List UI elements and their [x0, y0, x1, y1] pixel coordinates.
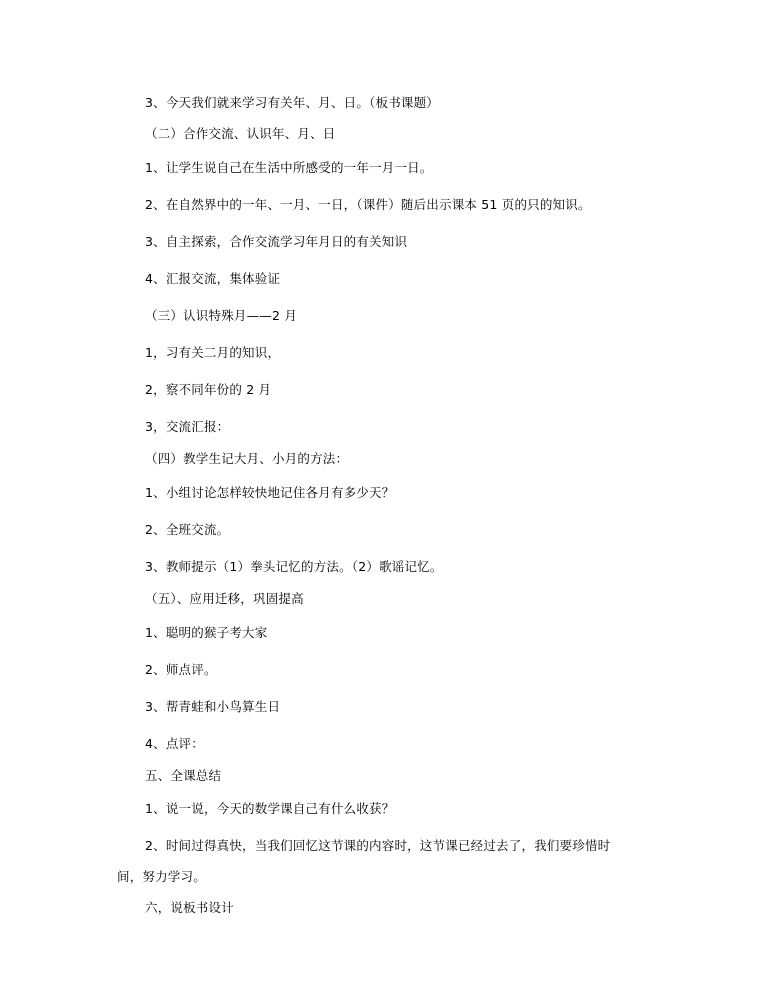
text-line: 1、说一说，今天的数学课自己有什么收获？: [145, 801, 395, 816]
text-line: 2、师点评。: [145, 662, 217, 677]
text-line: 1，习有关二月的知识，: [145, 345, 281, 360]
section-heading: （四）教学生记大月、小月的方法：: [145, 451, 349, 466]
text-line: 4、点评：: [145, 736, 204, 751]
text-line: 3，交流汇报：: [145, 419, 230, 434]
text-line: 2、全班交流。: [145, 522, 230, 537]
section-heading: （二）合作交流、认识年、月、日: [145, 126, 336, 141]
text-line: 1、让学生说自己在生活中所感受的一年一月一日。: [145, 160, 433, 175]
section-heading: （三）认识特殊月——2 月: [145, 308, 298, 323]
text-line: 2、在自然界中的一年、一月、一日，（课件）随后出示课本 51 页的只的知识。: [145, 197, 591, 212]
text-line: 2，察不同年份的 2 月: [145, 382, 272, 397]
section-heading: 五、全课总结: [145, 768, 222, 783]
text-line: 3、教师提示（1）拳头记忆的方法。（2）歌谣记忆。: [145, 559, 443, 574]
text-line: 2、时间过得真快，当我们回忆这节课的内容时，这节课已经过去了，我们要珍惜时: [145, 838, 611, 853]
text-line: 间，努力学习。: [117, 869, 206, 884]
section-heading: 六，说板书设计: [145, 900, 234, 915]
text-line: 3、今天我们就来学习有关年、月、日。（板书课题）: [145, 95, 440, 110]
section-heading: （五）、应用迁移，巩固提高: [145, 591, 304, 606]
text-line: 1、小组讨论怎样较快地记住各月有多少天？: [145, 485, 395, 500]
text-line: 4、汇报交流，集体验证: [145, 271, 281, 286]
text-line: 3、自主探索，合作交流学习年月日的有关知识: [145, 234, 408, 249]
text-line: 1、聪明的猴子考大家: [145, 625, 268, 640]
text-line: 3、帮青蛙和小鸟算生日: [145, 699, 281, 714]
